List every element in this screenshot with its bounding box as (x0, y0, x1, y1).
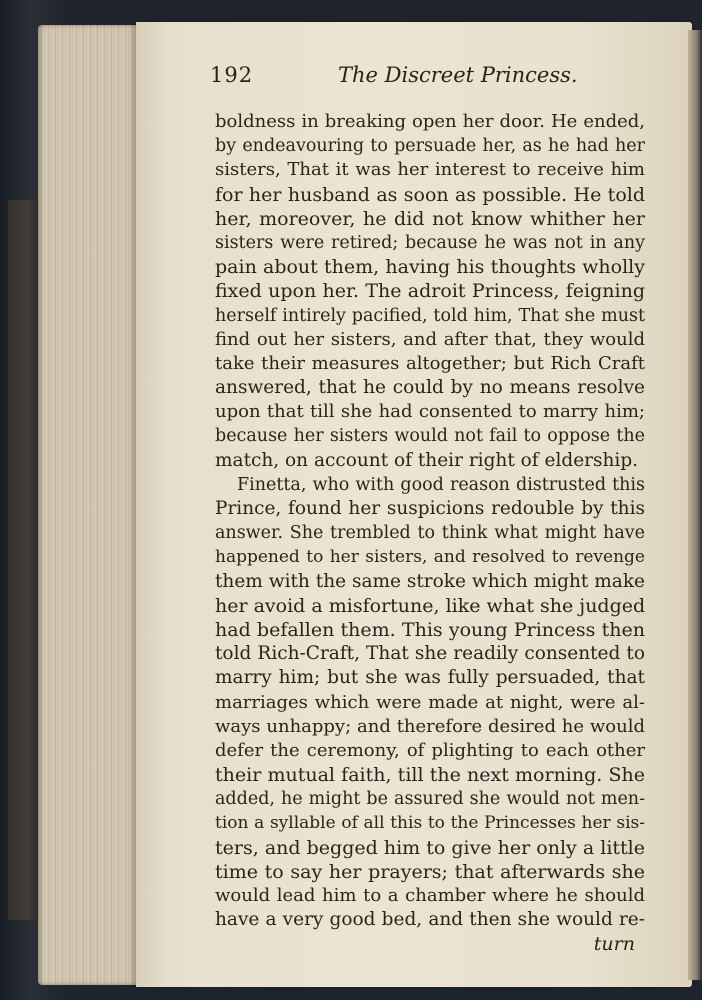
page-number: 192 (210, 63, 254, 87)
text-line: her avoid a misfortune, like what she judged (215, 594, 645, 617)
text-line: sisters were retired; because he was not in any (215, 232, 645, 253)
body-text (215, 110, 645, 957)
text-line: fixed upon her. The adroit Princess, feigning (215, 280, 645, 303)
text-line: would lead him to a chamber where he should (215, 885, 645, 906)
text-line: Finetta, who with good reason distrusted this (237, 474, 645, 495)
text-line: her, moreover, he did not know whither her (215, 207, 645, 230)
text-line: marry him; but she was fully persuaded, that (215, 667, 645, 689)
text-line: herself intirely pacified, told him, That she must (215, 305, 645, 326)
text-line: told Rich-Craft, That she readily consented to (215, 643, 645, 665)
text-line: find out her sisters, and after that, they would (215, 328, 645, 350)
text-line: Prince, found her suspicions redouble by this (215, 498, 645, 519)
catchword: turn (593, 933, 635, 956)
page-header (210, 63, 650, 95)
text-line: take their measures altogether; but Rich Craft (215, 352, 645, 374)
running-head: The Discreet Princess. (338, 63, 578, 87)
text-line: added, he might be assured she would not men- (215, 789, 645, 810)
text-line: by endeavouring to persuade her, as he had her (215, 136, 645, 157)
text-line: happened to her sisters, and resolved to revenge (215, 547, 645, 568)
text-line: ters, and begged him to give her only a little (215, 836, 645, 859)
binding-strip (8, 200, 40, 920)
text-line: their mutual faith, till the next morning. She (215, 764, 645, 787)
page-right-edge (688, 30, 702, 980)
text-line: time to say her prayers; that afterwards she (215, 860, 645, 883)
text-line: them with the same stroke which might make (215, 570, 645, 592)
text-line: match, on account of their right of eldership. (215, 449, 639, 471)
text-line: defer the ceremony, of plighting to each other (215, 739, 645, 761)
text-line: for her husband as soon as possible. He told (215, 183, 645, 206)
text-line: pain about them, having his thoughts wholly (215, 256, 645, 279)
text-line: sisters, That it was her interest to receive him (215, 159, 645, 181)
text-line: tion a syllable of all this to the Princesses her sis- (215, 813, 645, 834)
text-line: had befallen them. This young Princess then (215, 618, 645, 641)
text-line: ways unhappy; and therefore desired he would (215, 715, 645, 737)
text-line: marriages which were made at night, were al- (215, 691, 645, 713)
text-line: answered, that he could by no means resolve (215, 377, 645, 399)
text-line: have a very good bed, and then she would re- (215, 909, 645, 931)
page-edges (38, 25, 143, 985)
text-line: because her sisters would not fail to oppose the (215, 426, 645, 447)
text-line: boldness in breaking open her door. He ended, (215, 111, 645, 132)
text-line: answer. She trembled to think what might have (215, 523, 645, 544)
text-line: upon that till she had consented to marry him; (215, 401, 645, 423)
